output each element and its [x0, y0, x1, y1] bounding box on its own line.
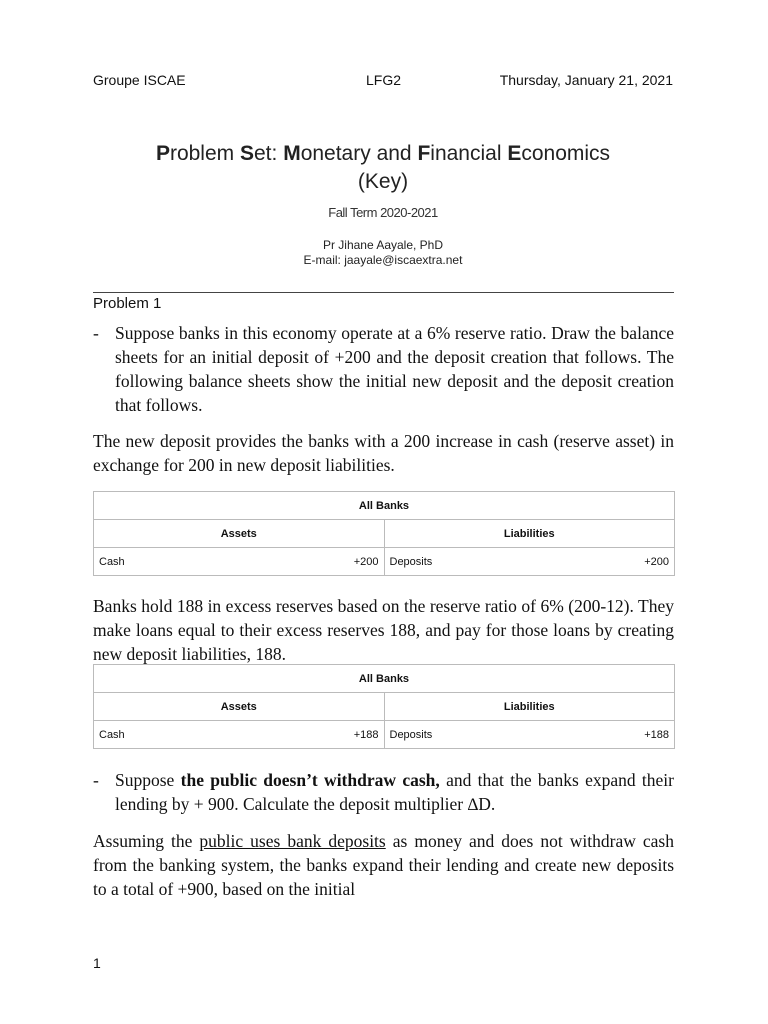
table-title: All Banks — [94, 665, 675, 693]
section-divider — [93, 292, 674, 293]
bullet-question-1 — [93, 321, 674, 417]
asset-label: Cash — [99, 728, 125, 741]
asset-label: Cash — [99, 555, 125, 568]
assets-header: Assets — [94, 693, 385, 721]
author-email: E-mail: jaayale@iscaextra.net — [303, 253, 463, 267]
asset-value: +200 — [353, 555, 379, 568]
asset-value: +188 — [353, 728, 379, 741]
assets-header: Assets — [94, 520, 385, 548]
asset-cell — [94, 721, 385, 749]
author-block — [93, 238, 673, 268]
problem-heading: Problem 1 — [93, 295, 162, 312]
bullet-dash: - — [93, 323, 99, 343]
liability-cell — [384, 721, 675, 749]
header-course: LFG2 — [366, 72, 402, 88]
bullet-dash: - — [93, 770, 99, 790]
term-label: Fall Term 2020-2021 — [328, 205, 438, 220]
liability-label: Deposits — [389, 555, 433, 568]
bullet-question-2 — [93, 768, 674, 816]
document-title — [93, 140, 673, 196]
title-line-2: (Key) — [357, 170, 409, 193]
asset-cell — [94, 548, 385, 576]
header-institution: Groupe ISCAE — [93, 72, 186, 88]
paragraph-new-deposit: The new deposit provides the banks with a 200 increase in cash (reserve asset) in exchange for 200 in new deposit liabilities. — [93, 431, 674, 475]
liability-label: Deposits — [389, 728, 433, 741]
underlined-phrase: public uses bank deposits — [199, 831, 386, 851]
paragraph-excess-reserves: Banks hold 188 in excess reserves based on the reserve ratio of 6% (200-12). They make loans equal to their excess reserves 188, and pay for those loans by creating new deposit liabilities, 188. — [93, 596, 674, 664]
liability-value: +188 — [644, 728, 669, 741]
page-header — [93, 72, 673, 92]
paragraph-deposit-multiplier: Assuming the public uses bank deposits as money and does not withdraw cash from the banking system, the banks expand their lending and create new deposits to a total of +900, based on the initial — [93, 831, 674, 899]
balance-sheet-table-1 — [93, 491, 675, 576]
header-date: Thursday, January 21, 2021 — [499, 72, 673, 88]
bullet-question-1-text: Suppose banks in this economy operate at a 6% reserve ratio. Draw the balance sheets for an initial deposit of +200 and the deposit creation that follows. The following balance sheets show the initial new deposit and the deposit creation that follows. — [115, 323, 674, 415]
balance-sheet-table-2 — [93, 664, 675, 749]
bullet-question-2-text: Suppose the public doesn’t withdraw cash, and that the banks expand their lending by + 900. Calculate the deposit multiplier ∆D. — [115, 770, 674, 814]
liabilities-header: Liabilities — [384, 693, 675, 721]
liabilities-header: Liabilities — [384, 520, 675, 548]
liability-value: +200 — [644, 555, 669, 568]
title-line-1: Problem Set: Monetary and Financial Economics — [155, 142, 611, 165]
table-title: All Banks — [94, 492, 675, 520]
page-number: 1 — [93, 955, 101, 971]
author-name: Pr Jihane Aayale, PhD — [322, 238, 444, 252]
liability-cell — [384, 548, 675, 576]
